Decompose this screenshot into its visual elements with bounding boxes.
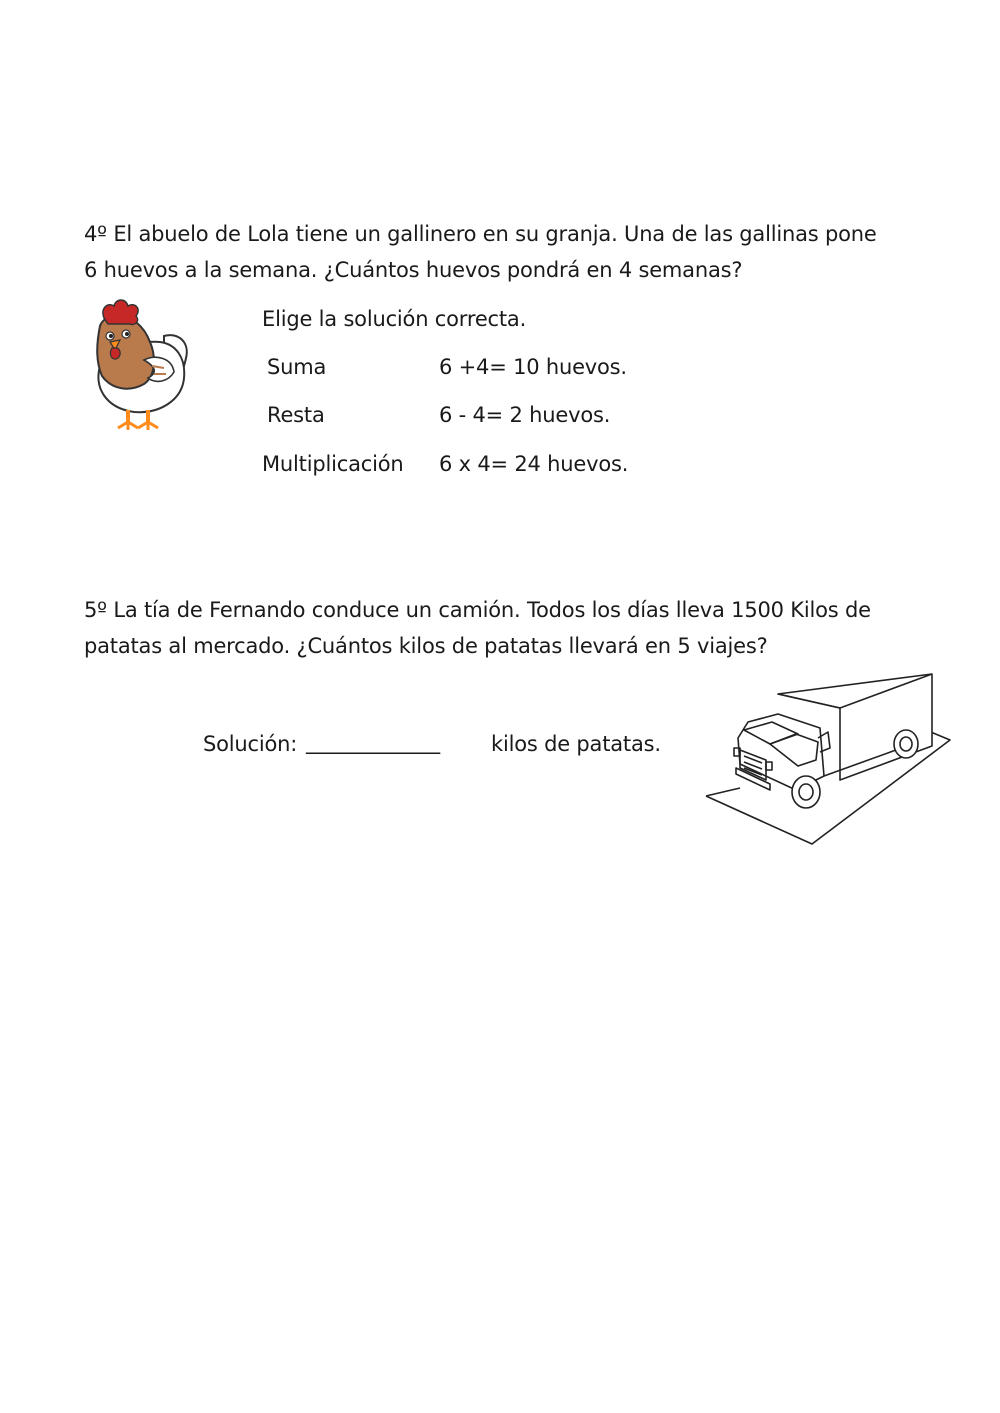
option-1-expression[interactable]: 6 +4= 10 huevos.: [439, 355, 627, 379]
option-2-operation[interactable]: Resta: [267, 403, 325, 427]
option-1-operation[interactable]: Suma: [267, 355, 327, 379]
problem-4-line-2: 6 huevos a la semana. ¿Cuántos huevos pondrá en 4 semanas?: [84, 258, 743, 282]
problem-5-line-2: patatas al mercado. ¿Cuántos kilos de patatas llevará en 5 viajes?: [84, 634, 768, 658]
solution-unit: kilos de patatas.: [491, 732, 661, 756]
option-3-operation[interactable]: Multiplicación: [262, 452, 404, 476]
option-2-expression[interactable]: 6 - 4= 2 huevos.: [439, 403, 611, 427]
problem-5-line-1: 5º La tía de Fernando conduce un camión. Todos los días lleva 1500 Kilos de: [84, 598, 871, 622]
option-3-expression[interactable]: 6 x 4= 24 huevos.: [439, 452, 629, 476]
problem-4-line-1: 4º El abuelo de Lola tiene un gallinero en su granja. Una de las gallinas pone: [84, 222, 877, 246]
solution-blank[interactable]: _____________: [306, 730, 440, 754]
instruction-text: Elige la solución correcta.: [262, 307, 527, 331]
solution-label: Solución:: [203, 732, 298, 756]
truck-illustration: [700, 668, 955, 850]
hen-illustration: [86, 296, 196, 436]
